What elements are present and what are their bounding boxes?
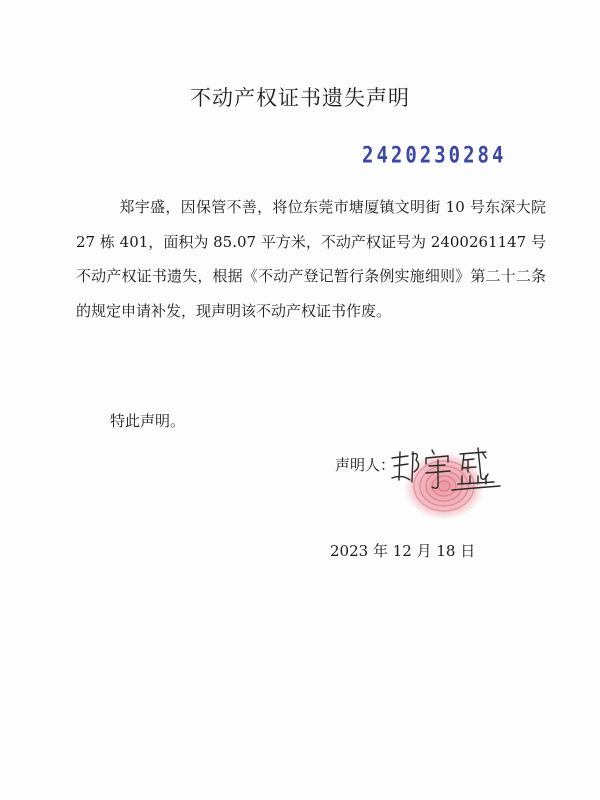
serial-number-stamp: 2420230284 xyxy=(362,143,507,169)
declaration-body xyxy=(76,190,546,328)
fingerprint-icon xyxy=(382,438,512,528)
declarer-label: 声明人： xyxy=(335,456,396,474)
closing-statement: 特此声明。 xyxy=(110,412,186,430)
body-paragraph: 郑宇盛，因保管不善，将位东莞市塘厦镇文明街 10 号东深大院 27 栋 401，面积为 85.07 平方米，不动产权证号为 2400261147 号不动产权证书遗失，根据《不动产登记暂行条例实施细则》第二十二条的规定申请补发，现声明该不动产权证书作废。 xyxy=(76,198,546,320)
declaration-date: 2023 年 12 月 18 日 xyxy=(330,542,476,560)
signature-area xyxy=(382,438,512,528)
document-title: 不动产权证书遗失声明 xyxy=(190,86,410,110)
